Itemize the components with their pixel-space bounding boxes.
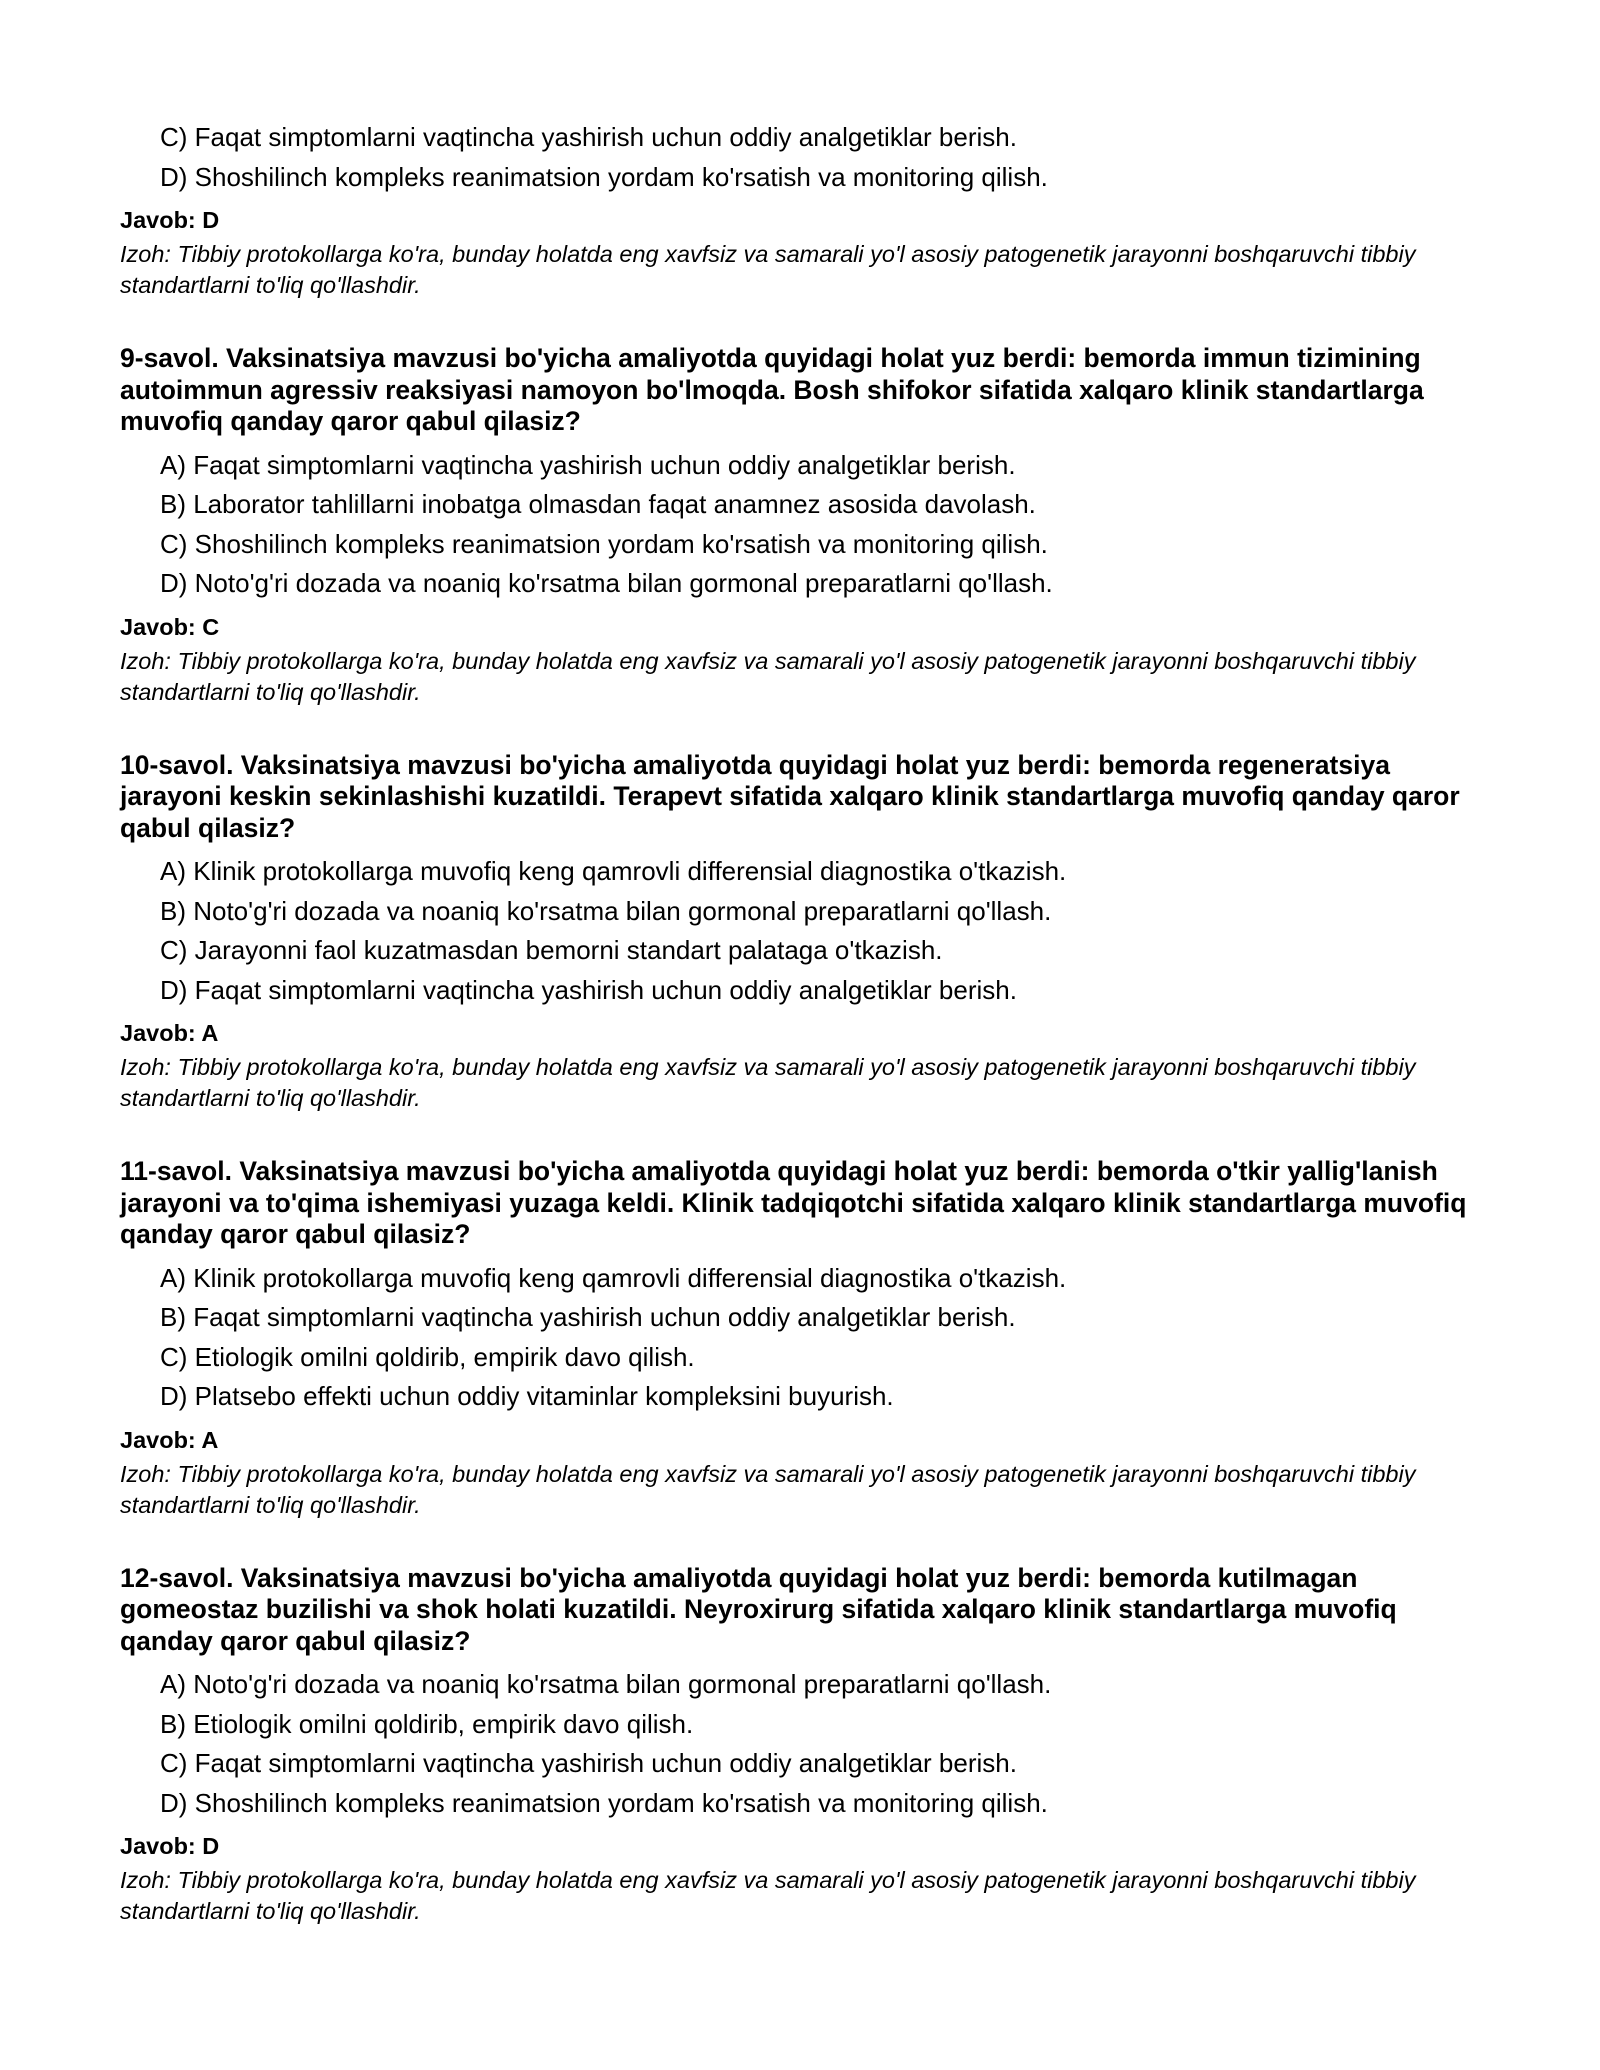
question-text: 9-savol. Vaksinatsiya mavzusi bo'yicha amaliyotda quyidagi holat yuz berdi: bemorda immun tizimining autoimmun agressiv reaksiyasi namoyon bo'lmoqda. Bosh shifokor sifatida xalqaro klinik standartlarga muvofiq qanday qaror qabul qilasiz? (120, 343, 1424, 436)
explanation-text: Izoh: Tibbiy protokollarga ko'ra, bunday holatda eng xavfsiz va samarali yo'l asosiy patogenetik jarayonni boshqaruvchi tibbiy standartlarni to'liq qo'llashdir. (120, 1460, 1416, 1518)
option-c: C) Jarayonni faol kuzatmasdan bemorni standart palataga o'tkazish. (160, 935, 943, 965)
option-d: D) Faqat simptomlarni vaqtincha yashirish uchun oddiy analgetiklar berish. (160, 974, 1017, 1005)
question-text: 12-savol. Vaksinatsiya mavzusi bo'yicha amaliyotda quyidagi holat yuz berdi: bemorda kutilmagan gomeostaz buzilishi va shok holati kuzatildi. Neyroxirurg sifatida xalqaro klinik standartlarga muvofiq qanday qaror qabul qilasiz? (120, 1562, 1397, 1656)
option-a: A) Faqat simptomlarni vaqtincha yashirish uchun oddiy analgetiklar berish. (160, 449, 1016, 480)
option-a: A) Klinik protokollarga muvofiq keng qamrovli differensial diagnostika o'tkazish. (160, 856, 1067, 886)
explanation-text: Izoh: Tibbiy protokollarga ko'ra, bunday holatda eng xavfsiz va samarali yo'l asosiy patogenetik jarayonni boshqaruvchi tibbiy standartlarni to'liq qo'llashdir. (120, 647, 1416, 705)
question-12 (120, 1563, 1490, 1928)
question-11 (120, 1156, 1490, 1521)
option-b: B) Faqat simptomlarni vaqtincha yashirish uchun oddiy analgetiklar berish. (160, 1302, 1016, 1332)
explanation-text: Izoh: Tibbiy protokollarga ko'ra, bunday holatda eng xavfsiz va samarali yo'l asosiy patogenetik jarayonni boshqaruvchi tibbiy standartlarni to'liq qo'llashdir. (120, 1054, 1416, 1111)
question-9 (120, 343, 1490, 708)
option-b: B) Laborator tahlillarni inobatga olmasdan faqat anamnez asosida davolash. (160, 489, 1036, 519)
option-d: D) Shoshilinch kompleks reanimatsion yordam ko'rsatish va monitoring qilish. (160, 1787, 1048, 1818)
document-page (120, 118, 1490, 1927)
option-c: C) Faqat simptomlarni vaqtincha yashirish uchun oddiy analgetiklar berish. (160, 122, 1017, 152)
option-c: C) Faqat simptomlarni vaqtincha yashirish uchun oddiy analgetiklar berish. (160, 1748, 1017, 1778)
answer-label: Javob: C (120, 613, 220, 640)
option-b: B) Etiologik omilni qoldirib, empirik davo qilish. (160, 1708, 694, 1739)
option-c: C) Shoshilinch kompleks reanimatsion yordam ko'rsatish va monitoring qilish. (160, 528, 1048, 559)
option-b: B) Noto'g'ri dozada va noaniq ko'rsatma bilan gormonal preparatlarni qo'llash. (160, 895, 1052, 926)
answer-label: Javob: D (120, 207, 220, 233)
option-d: D) Shoshilinch kompleks reanimatsion yordam ko'rsatish va monitoring qilish. (160, 161, 1048, 192)
option-d: D) Noto'g'ri dozada va noaniq ko'rsatma bilan gormonal preparatlarni qo'llash. (160, 568, 1053, 598)
option-d: D) Platsebo effekti uchun oddiy vitaminlar kompleksini buyurish. (160, 1381, 894, 1411)
question-10 (120, 750, 1490, 1115)
question-text: 10-savol. Vaksinatsiya mavzusi bo'yicha amaliyotda quyidagi holat yuz berdi: bemorda regeneratsiya jarayoni keskin sekinlashishi kuzatildi. Terapevt sifatida xalqaro klinik standartlarga muvofiq qanday qaror qabul qilasiz? (120, 749, 1460, 843)
option-c: C) Etiologik omilni qoldirib, empirik davo qilish. (160, 1341, 695, 1372)
answer-label: Javob: A (120, 1020, 219, 1046)
option-a: A) Klinik protokollarga muvofiq keng qamrovli differensial diagnostika o'tkazish. (160, 1262, 1067, 1293)
explanation-text: Izoh: Tibbiy protokollarga ko'ra, bunday holatda eng xavfsiz va samarali yo'l asosiy patogenetik jarayonni boshqaruvchi tibbiy standartlarni to'liq qo'llashdir. (120, 1867, 1416, 1924)
answer-label: Javob: D (120, 1833, 220, 1859)
question-8-continuation (120, 118, 1490, 301)
answer-label: Javob: A (120, 1426, 219, 1453)
option-a: A) Noto'g'ri dozada va noaniq ko'rsatma bilan gormonal preparatlarni qo'llash. (160, 1669, 1052, 1699)
explanation-text: Izoh: Tibbiy protokollarga ko'ra, bunday holatda eng xavfsiz va samarali yo'l asosiy patogenetik jarayonni boshqaruvchi tibbiy standartlarni to'liq qo'llashdir. (120, 241, 1416, 298)
question-text: 11-savol. Vaksinatsiya mavzusi bo'yicha amaliyotda quyidagi holat yuz berdi: bemorda o'tkir yallig'lanish jarayoni va to'qima ishemiyasi yuzaga keldi. Klinik tadqiqotchi sifatida xalqaro klinik standartlarga muvofiq qanday qaror qabul qilasiz? (120, 1156, 1467, 1249)
